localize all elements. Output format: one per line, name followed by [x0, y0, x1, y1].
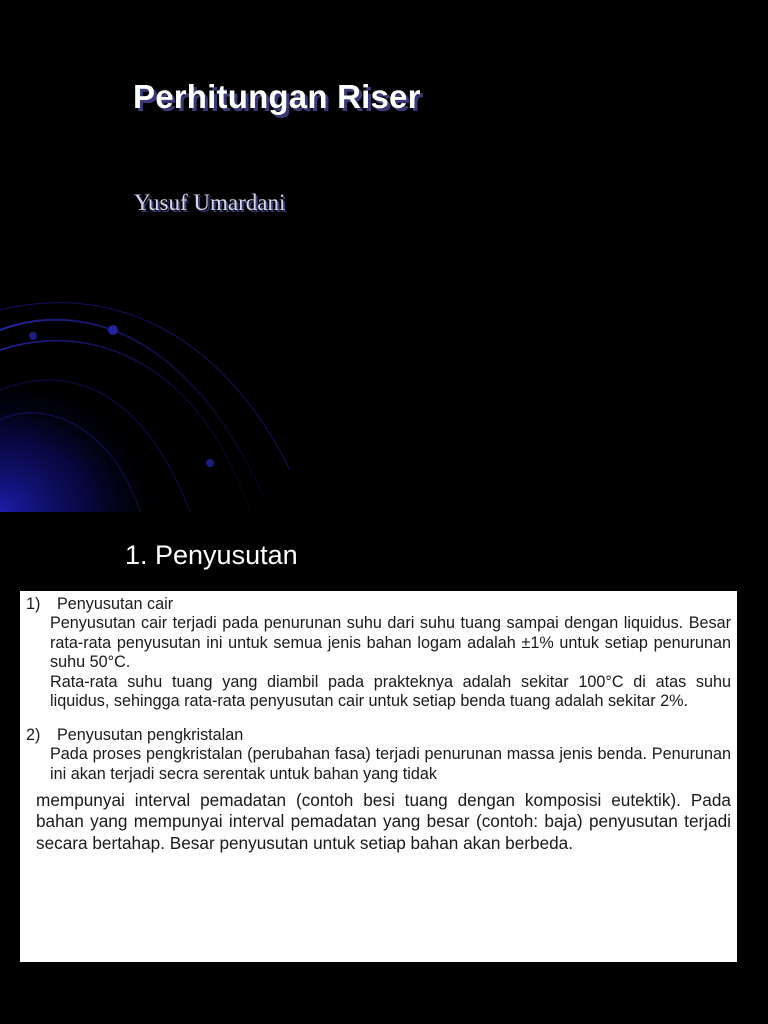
- paragraph-continuation: mempunyai interval pemadatan (contoh besi tuang dengan komposisi eutektik). Pada bahan yang mempunyai interval pemadatan yang besar (contoh: baja) penyusutan terjadi secara bertahap. Besar penyusutan untuk setiap bahan akan berbeda.: [36, 789, 731, 853]
- item-number: 2): [26, 725, 41, 744]
- item-heading: [26, 595, 731, 614]
- item-number: 1): [26, 595, 41, 613]
- item-heading: [26, 726, 731, 745]
- paragraph: Rata-rata suhu tuang yang diambil pada prakteknya adalah sekitar 100°C di atas suhu liquidus, sehingga rata-rata penyusutan cair untuk setiap benda tuang adalah sekitar 2%.: [50, 672, 731, 711]
- item-title: Penyusutan cair: [57, 595, 174, 613]
- item-title: Penyusutan pengkristalan: [57, 725, 244, 744]
- author-name: Yusuf Umardani: [134, 190, 286, 215]
- slide-penyusutan: [0, 512, 768, 1024]
- slide-title-text: Perhitungan Riser: [133, 78, 421, 115]
- scanned-text-box: [20, 591, 737, 962]
- paragraph: Penyusutan cair terjadi pada penurunan suhu dari suhu tuang sampai dengan liquidus. Besar rata-rata penyusutan ini untuk semua jenis bahan logam adalah ±1% untuk setiap penurunan suhu 50°C.: [50, 614, 731, 672]
- paragraph: Pada proses pengkristalan (perubahan fasa) terjadi penurunan massa jenis benda. Penurunan ini akan terjadi secra serentak untuk bahan yang tidak: [50, 745, 731, 783]
- section-title: 1. Penyusutan: [125, 540, 298, 570]
